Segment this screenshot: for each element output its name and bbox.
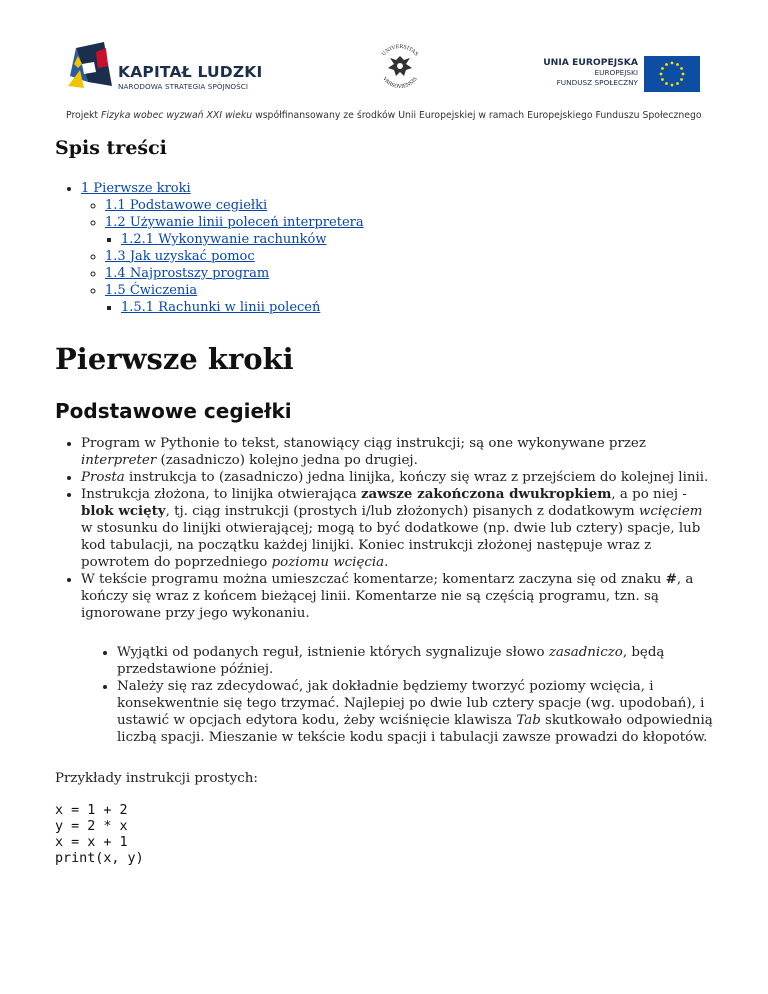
project-funding-line: Projekt Fizyka wobec wyzwań XXI wieku współfinansowany ze środków Unii Europejskiej w ramach Europejskiego Funduszu Społecznego — [66, 110, 702, 121]
toc-item — [121, 299, 715, 316]
eu-star — [671, 84, 674, 87]
svg-text:UNIVERSITAS — [381, 44, 420, 58]
kl-subtitle: NARODOWA STRATEGIA SPÓJNOŚCI — [118, 82, 249, 91]
toc-item — [121, 231, 715, 248]
page-title: Pierwsze kroki — [55, 342, 294, 376]
toc-item — [105, 282, 715, 316]
list-item: • W tekście programu można umieszczać komentarze; komentarz zaczyna się od znaku #, a kończy się wraz z końcem bieżącej linii. Komentarze nie są częścią programu, tzn. są ignorowane przy jego wykonaniu. — [81, 571, 715, 622]
toc-link-1-4[interactable]: 1.4 Najprostszy program — [105, 266, 270, 281]
eu-star — [665, 63, 668, 66]
rules-list — [55, 435, 715, 622]
toc-title: Spis treści — [55, 137, 167, 159]
list-item: • Należy się raz zdecydować, jak dokładnie będziemy tworzyć poziomy wcięcia, i konsekwentnie się tego trzymać. Najlepiej po dwie lub cztery spacje (wg. upodobań), i ustawić w opcjach edytora kodu, żeby wciśnięcie klawisza Tab skutkowało odpowiednią liczbą spacji. Mieszanie w tekście kodu spacji i tabulacji zawsze prowadzi do kłopotów. — [117, 678, 715, 746]
list-item: • Program w Pythonie to tekst, stanowiący ciąg instrukcji; są one wykonywane przez interpreter (zasadniczo) kolejno jedna po drugiej. — [81, 435, 715, 469]
toc-link-1-3[interactable]: 1.3 Jak uzyskać pomoc — [105, 249, 255, 264]
university-seal — [372, 38, 428, 98]
eu-star — [661, 67, 664, 70]
seal-text-top: UNIVERSITAS — [380, 43, 420, 58]
eu-text — [543, 58, 638, 88]
eu-line3: FUNDUSZ SPOŁECZNY — [556, 78, 638, 87]
toc-link-1-2[interactable]: 1.2 Używanie linii poleceń interpretera — [105, 215, 364, 230]
eu-star — [680, 67, 683, 70]
eu-flag-icon — [644, 56, 700, 92]
toc-link-1-5[interactable]: 1.5 Ćwiczenia — [105, 283, 198, 298]
seal-text-bottom: VARSOVIENSIS — [381, 76, 419, 91]
examples-label: Przykłady instrukcji prostych: — [55, 771, 258, 786]
code-line: x = 1 + 2 — [55, 803, 128, 818]
toc-item — [105, 214, 715, 248]
toc-link-1[interactable]: 1 Pierwsze kroki — [81, 181, 191, 196]
list-item: • Prosta instrukcja to (zasadniczo) jedna linijka, kończy się wraz z przejściem do kolejnej linii. — [81, 469, 715, 486]
toc-link-1-1[interactable]: 1.1 Podstawowe cegiełki — [105, 198, 268, 213]
svg-text:VARSOVIENSIS — [381, 75, 419, 90]
page-header — [0, 0, 768, 130]
toc-item — [105, 248, 715, 265]
eu-star — [661, 78, 664, 81]
toc-link-1-2-1[interactable]: 1.2.1 Wykonywanie rachunków — [121, 232, 327, 247]
main-content — [55, 130, 715, 867]
eu-star — [660, 73, 663, 76]
list-item: • Instrukcja złożona, to linijka otwierająca zawsze zakończona dwukropkiem, a po niej - blok wcięty, tj. ciąg instrukcji (prostych i/lub złożonych) pisanych z dodatkowym wcięciem w stosunku do linijki otwierającej; mogą to być dodatkowe (np. dwie lub cztery) spacje, lub kod tabulacji, na początku każdej linijki. Koniec instrukcji złożonej następuje wraz z powrotem do poprzedniego poziomu wcięcia. — [81, 486, 715, 571]
toc-item — [81, 180, 715, 316]
toc-link-1-5-1[interactable]: 1.5.1 Rachunki w linii poleceń — [121, 300, 321, 315]
eu-star — [671, 62, 674, 65]
eu-star — [680, 78, 683, 81]
notes-list — [55, 644, 715, 746]
eu-line1: UNIA EUROPEJSKA — [543, 57, 638, 68]
section-heading: Podstawowe cegiełki — [55, 399, 292, 423]
eu-line2: EUROPEJSKI — [594, 68, 638, 77]
list-item: • Wyjątki od podanych reguł, istnienie których sygnalizuje słowo zasadniczo, będą przedstawione później. — [117, 644, 715, 678]
table-of-contents — [55, 180, 715, 316]
eu-star — [676, 63, 679, 66]
code-line: y = 2 * x — [55, 819, 128, 834]
toc-item — [105, 197, 715, 214]
toc-item — [105, 265, 715, 282]
code-block — [55, 803, 715, 867]
code-line: x = x + 1 — [55, 835, 128, 850]
eu-star — [676, 82, 679, 85]
eu-star — [682, 73, 685, 76]
code-line: print(x, y) — [55, 851, 144, 866]
kl-title: KAPITAŁ LUDZKI — [118, 63, 263, 81]
eu-star — [665, 82, 668, 85]
